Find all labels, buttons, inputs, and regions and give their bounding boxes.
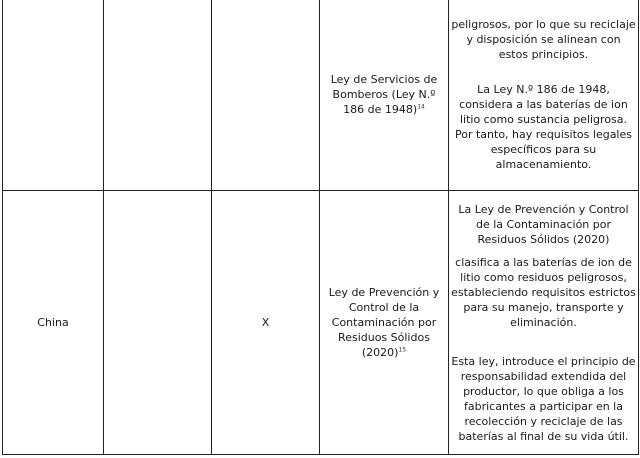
description-paragraph: Esta ley, introduce el principio de responsabilidad extendida del productor, lo que obliga a los fabricantes a participar en la recolección y reciclaje de las baterías al final de su vida útil. [451, 354, 636, 443]
mark-cell [212, 0, 320, 191]
description-paragraph: La Ley N.º 186 de 1948, considera a las baterías de ion litio como sustancia peligrosa. Por tanto, hay requisitos legales específicos para su almacenamiento. [455, 83, 632, 171]
footnote-ref: 15 [398, 346, 407, 354]
table-row [3, 0, 639, 191]
mark-cell: X [212, 191, 320, 455]
description-paragraph: La Ley de Prevención y Control de la Contaminación por Residuos Sólidos (2020) [458, 202, 629, 246]
law-name: Ley de Servicios de Bomberos (Ley N.º 186 de 1948) [330, 73, 438, 116]
empty-cell [104, 0, 212, 191]
description-paragraph: peligrosos, por lo que su reciclaje y disposición se alinean con estos principios. [451, 18, 636, 61]
country-cell [3, 0, 104, 191]
regulation-table [2, 0, 639, 455]
country-cell: China [3, 191, 104, 455]
description-cell [449, 191, 639, 455]
law-cell [320, 0, 449, 191]
empty-cell [104, 191, 212, 455]
table-row [3, 191, 639, 455]
footnote-ref: 14 [417, 103, 425, 111]
description-paragraph: clasifica a las baterías de ion de litio como residuos peligrosos, estableciendo requisitos estrictos para su manejo, transporte y eliminación. [451, 255, 636, 329]
description-cell [449, 0, 639, 191]
law-name: Ley de Prevención y Control de la Contaminación por Residuos Sólidos (2020) [328, 286, 440, 359]
law-cell [320, 191, 449, 455]
